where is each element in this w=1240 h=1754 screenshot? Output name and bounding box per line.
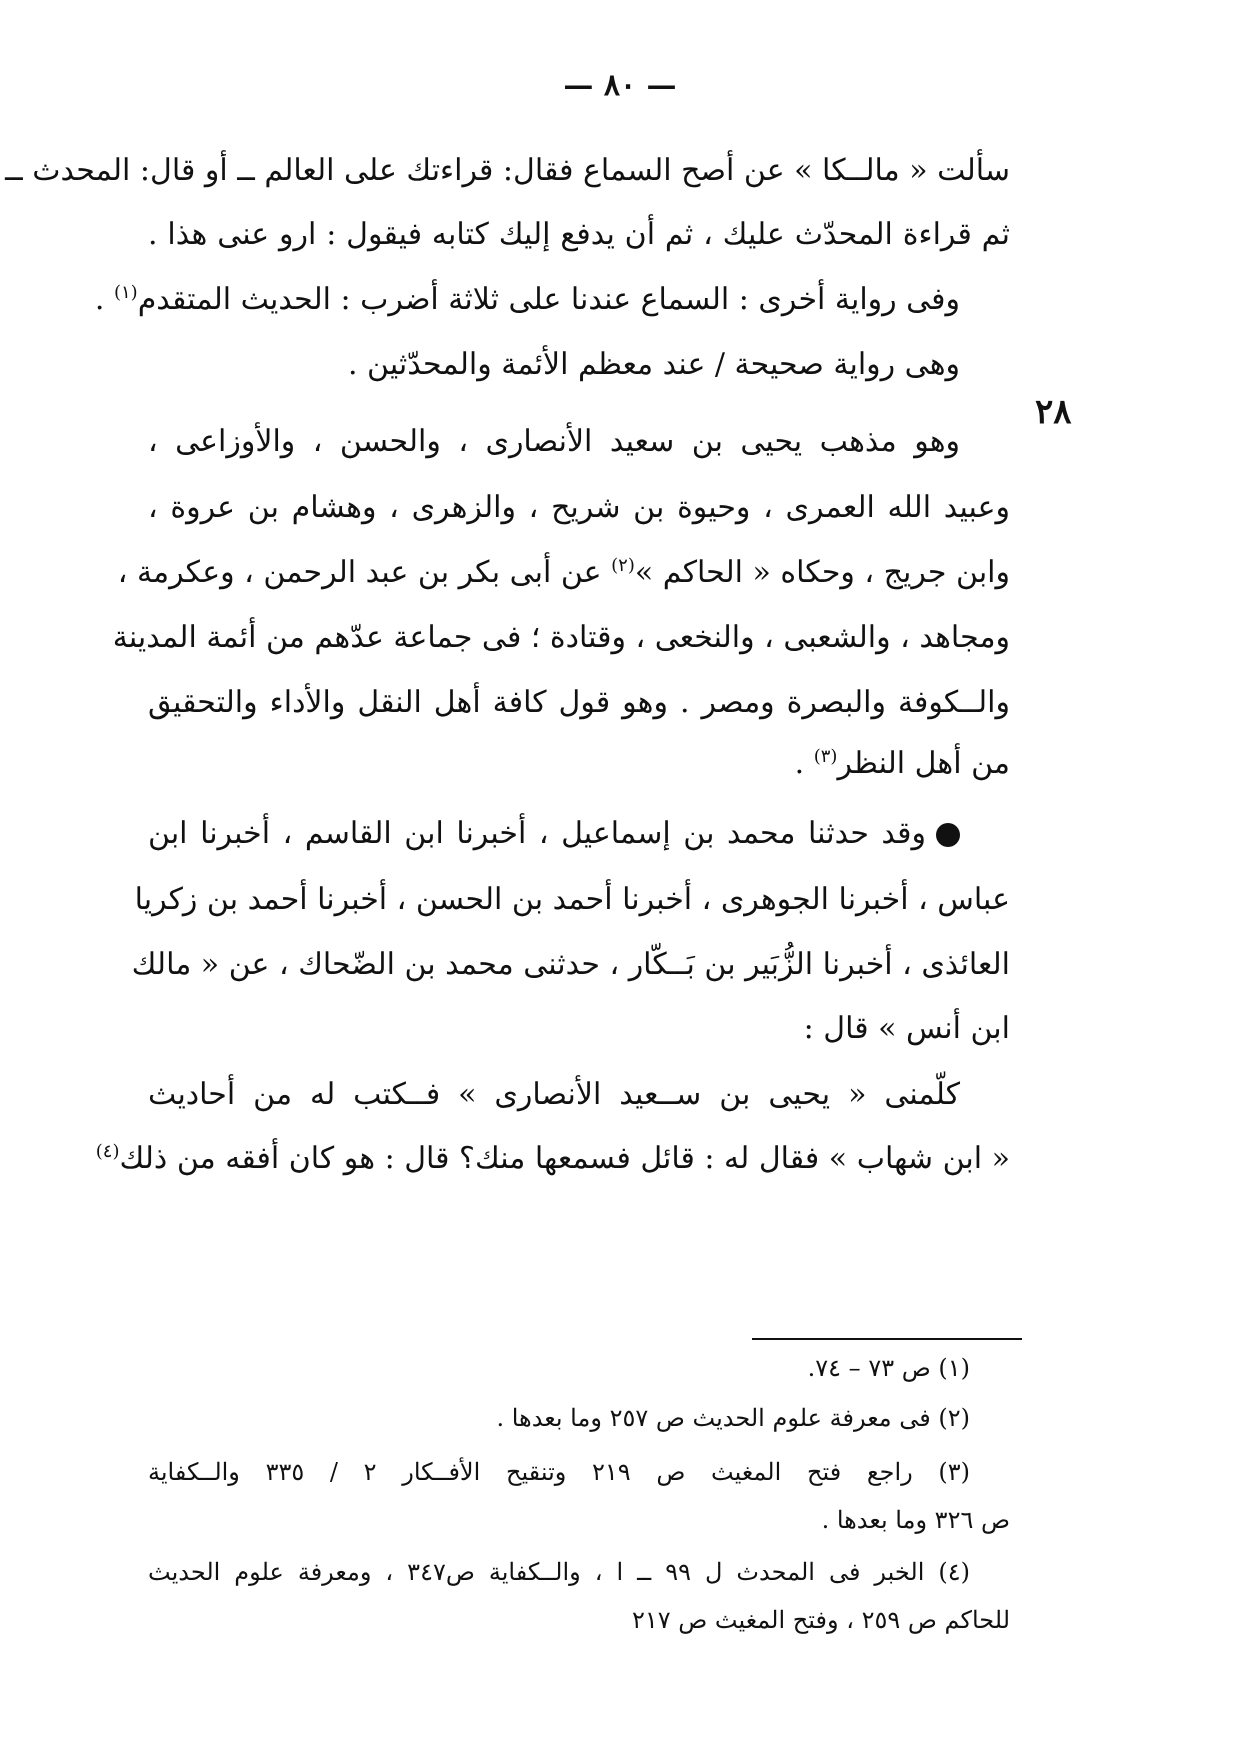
footnote-continuation: للحاكم ص ٢٥٩ ، وفتح المغيث ص ٢١٧ [631, 1606, 1010, 1634]
line-text: عن أبى بكر بن عبد الرحمن ، وعكرمة ، [117, 555, 602, 590]
footnote: (١) ص ٧٣ – ٧٤. [807, 1354, 970, 1382]
bullet-icon [936, 823, 960, 847]
footnote-marker: (٣) [813, 746, 838, 767]
page-number: — ٨٠ — [563, 68, 677, 103]
footnote: (٢) فى معرفة علوم الحديث ص ٢٥٧ وما بعدها . [496, 1404, 970, 1432]
text-line [148, 740, 1010, 788]
footnote-continuation: ص ٣٢٦ وما بعدها . [821, 1506, 1010, 1534]
text-line: وفى رواية أخرى : السماع عندنا على ثلاثة أضرب : الحديث المتقدم$^{(١)}$ . [94, 282, 960, 317]
line-text: وقد حدثنا محمد بن إسماعيل ، أخبرنا ابن القاسم ، أخبرنا ابن [148, 816, 926, 851]
line-text: من أهل النظر [837, 746, 1010, 781]
text-line: العائذى ، أخبرنا الزُّبَير بن بَــكّار ، حدثنى محمد بن الضّحاك ، عن « مالك [131, 947, 1010, 982]
text-line [148, 810, 960, 858]
text-line: وعبيد الله العمرى ، وحيوة بن شريح ، والزهرى ، وهشام بن عروة ، [148, 490, 1010, 525]
text-line: ابن أنس » قال : [803, 1011, 1010, 1046]
footnote-marker: (١) [113, 282, 138, 303]
text-line: وهو مذهب يحيى بن سعيد الأنصارى ، والحسن ، والأوزاعى ، [148, 424, 960, 459]
footnote-marker: (٢) [611, 555, 635, 576]
margin-page-reference: ٢٨ [1035, 392, 1072, 432]
text-line: ثم قراءة المحدّث عليك ، ثم أن يدفع إليك كتابه فيقول : ارو عنى هذا . [148, 217, 1010, 252]
text-line: سألت « مالــكا » عن أصح السماع فقال: قراءتك على العالم ــ أو قال: المحدث ــ [5, 153, 1010, 188]
text-line [95, 1135, 1010, 1183]
line-text: . [794, 746, 805, 781]
text-line: والــكوفة والبصرة ومصر . وهو قول كافة أهل النقل والأداء والتحقيق [148, 685, 1010, 720]
text-line: وهى رواية صحيحة / عند معظم الأئمة والمحدّثين . [347, 347, 960, 382]
text-line: ومجاهد ، والشعبى ، والنخعى ، وقتادة ؛ فى جماعة عدّهم من أئمة المدينة [112, 620, 1010, 655]
footnote: (٤) الخبر فى المحدث ل ٩٩ ــ ا ، والــكفاية ص٣٤٧ ، ومعرفة علوم الحديث [148, 1558, 970, 1586]
footnote: (٣) راجع فتح المغيث ص ٢١٩ وتنقيح الأفــكار ٢ / ٣٣٥ والــكفاية [148, 1458, 971, 1486]
line-text: وفى رواية أخرى : السماع عندنا على ثلاثة أضرب : الحديث المتقدم [137, 282, 960, 317]
line-text: وابن جريج ، وحكاه « الحاكم » [634, 555, 1010, 590]
text-line: عباس ، أخبرنا الجوهرى ، أخبرنا أحمد بن الحسن ، أخبرنا أحمد بن زكريا [134, 882, 1010, 917]
text-line: كلّمنى « يحيى بن ســعيد الأنصارى » فــكتب له من أحاديث [148, 1077, 960, 1112]
footnote-marker: (٤) [95, 1141, 120, 1162]
footnote-separator [752, 1338, 1022, 1340]
line-text: « ابن شهاب » فقال له : قائل فسمعها منك؟ قال : هو كان أفقه من ذلك [119, 1141, 1010, 1176]
text-line [117, 549, 1010, 597]
